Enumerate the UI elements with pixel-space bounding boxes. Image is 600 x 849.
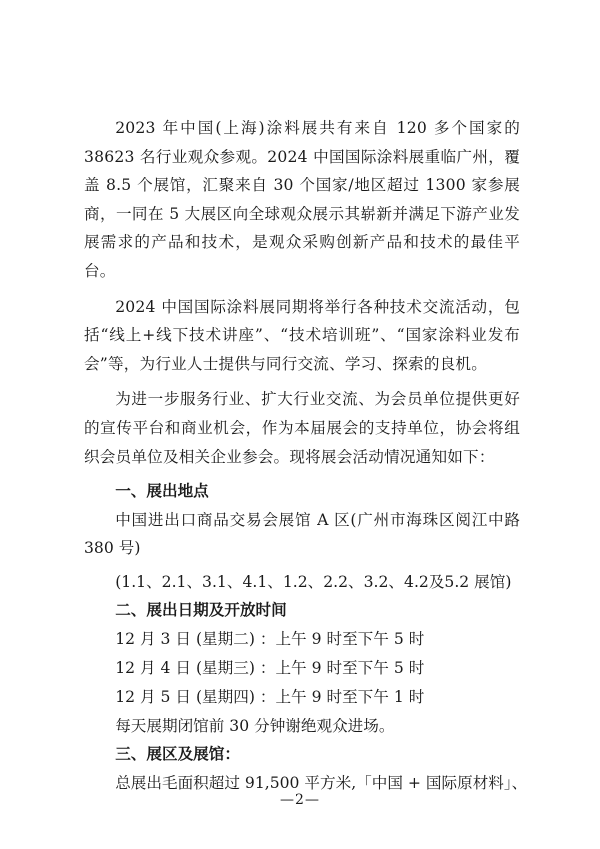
section-heading-venue: 一、展出地点 <box>115 482 209 501</box>
document-body <box>84 114 528 798</box>
section-heading-dates: 二、展出日期及开放时间 <box>115 601 287 620</box>
section-heading-halls: 三、展区及展馆： <box>115 745 240 764</box>
exhibition-area-text: 总展出毛面积超过 91,500 平方米,「中国 + 国际原材料」、 <box>115 774 528 793</box>
date-line-3: 12 月 5 日 (星期四) ：上午 9 时至下午 1 时 <box>115 688 425 707</box>
intro-paragraph-1: 2023 年中国(上海)涂料展共有来自 120 多个国家的 38623 名行业观众参观。2024 中国国际涂料展重临广州，覆盖 8.5 个展馆，汇聚来自 30 个国家/地区超过 1300 家参展商，一同在 5 大展区向全球观众展示其崭新并满足下游产业发展需求的产品和技术，是观众采购创新产品和技术的最佳平台。 <box>84 119 520 280</box>
entry-note: 每天展期闭馆前 30 分钟谢绝观众进场。 <box>115 717 395 736</box>
date-line-1: 12 月 3 日 (星期二) ：上午 9 时至下午 5 时 <box>115 630 425 649</box>
page-number: —2— <box>280 792 320 808</box>
intro-paragraph-2: 2024 中国国际涂料展同期将举行各种技术交流活动，包括“线上+线下技术讲座”、“技术培训班”、“国家涂料业发布会”等，为行业人士提供与同行交流、学习、探索的良机。 <box>84 297 520 373</box>
intro-paragraph-3: 为进一步服务行业、扩大行业交流、为会员单位提供更好的宣传平台和商业机会，作为本届展会的支持单位，协会将组织会员单位及相关企业参会。现将展会活动情况通知如下： <box>84 390 520 466</box>
venue-address: 中国进出口商品交易会展馆 A 区(广州市海珠区阅江中路 380 号) <box>84 511 520 558</box>
venue-halls: (1.1、2.1、3.1、4.1、1.2、2.2、3.2、4.2及5.2 展馆) <box>115 573 512 592</box>
date-line-2: 12 月 4 日 (星期三) ：上午 9 时至下午 5 时 <box>115 659 425 678</box>
